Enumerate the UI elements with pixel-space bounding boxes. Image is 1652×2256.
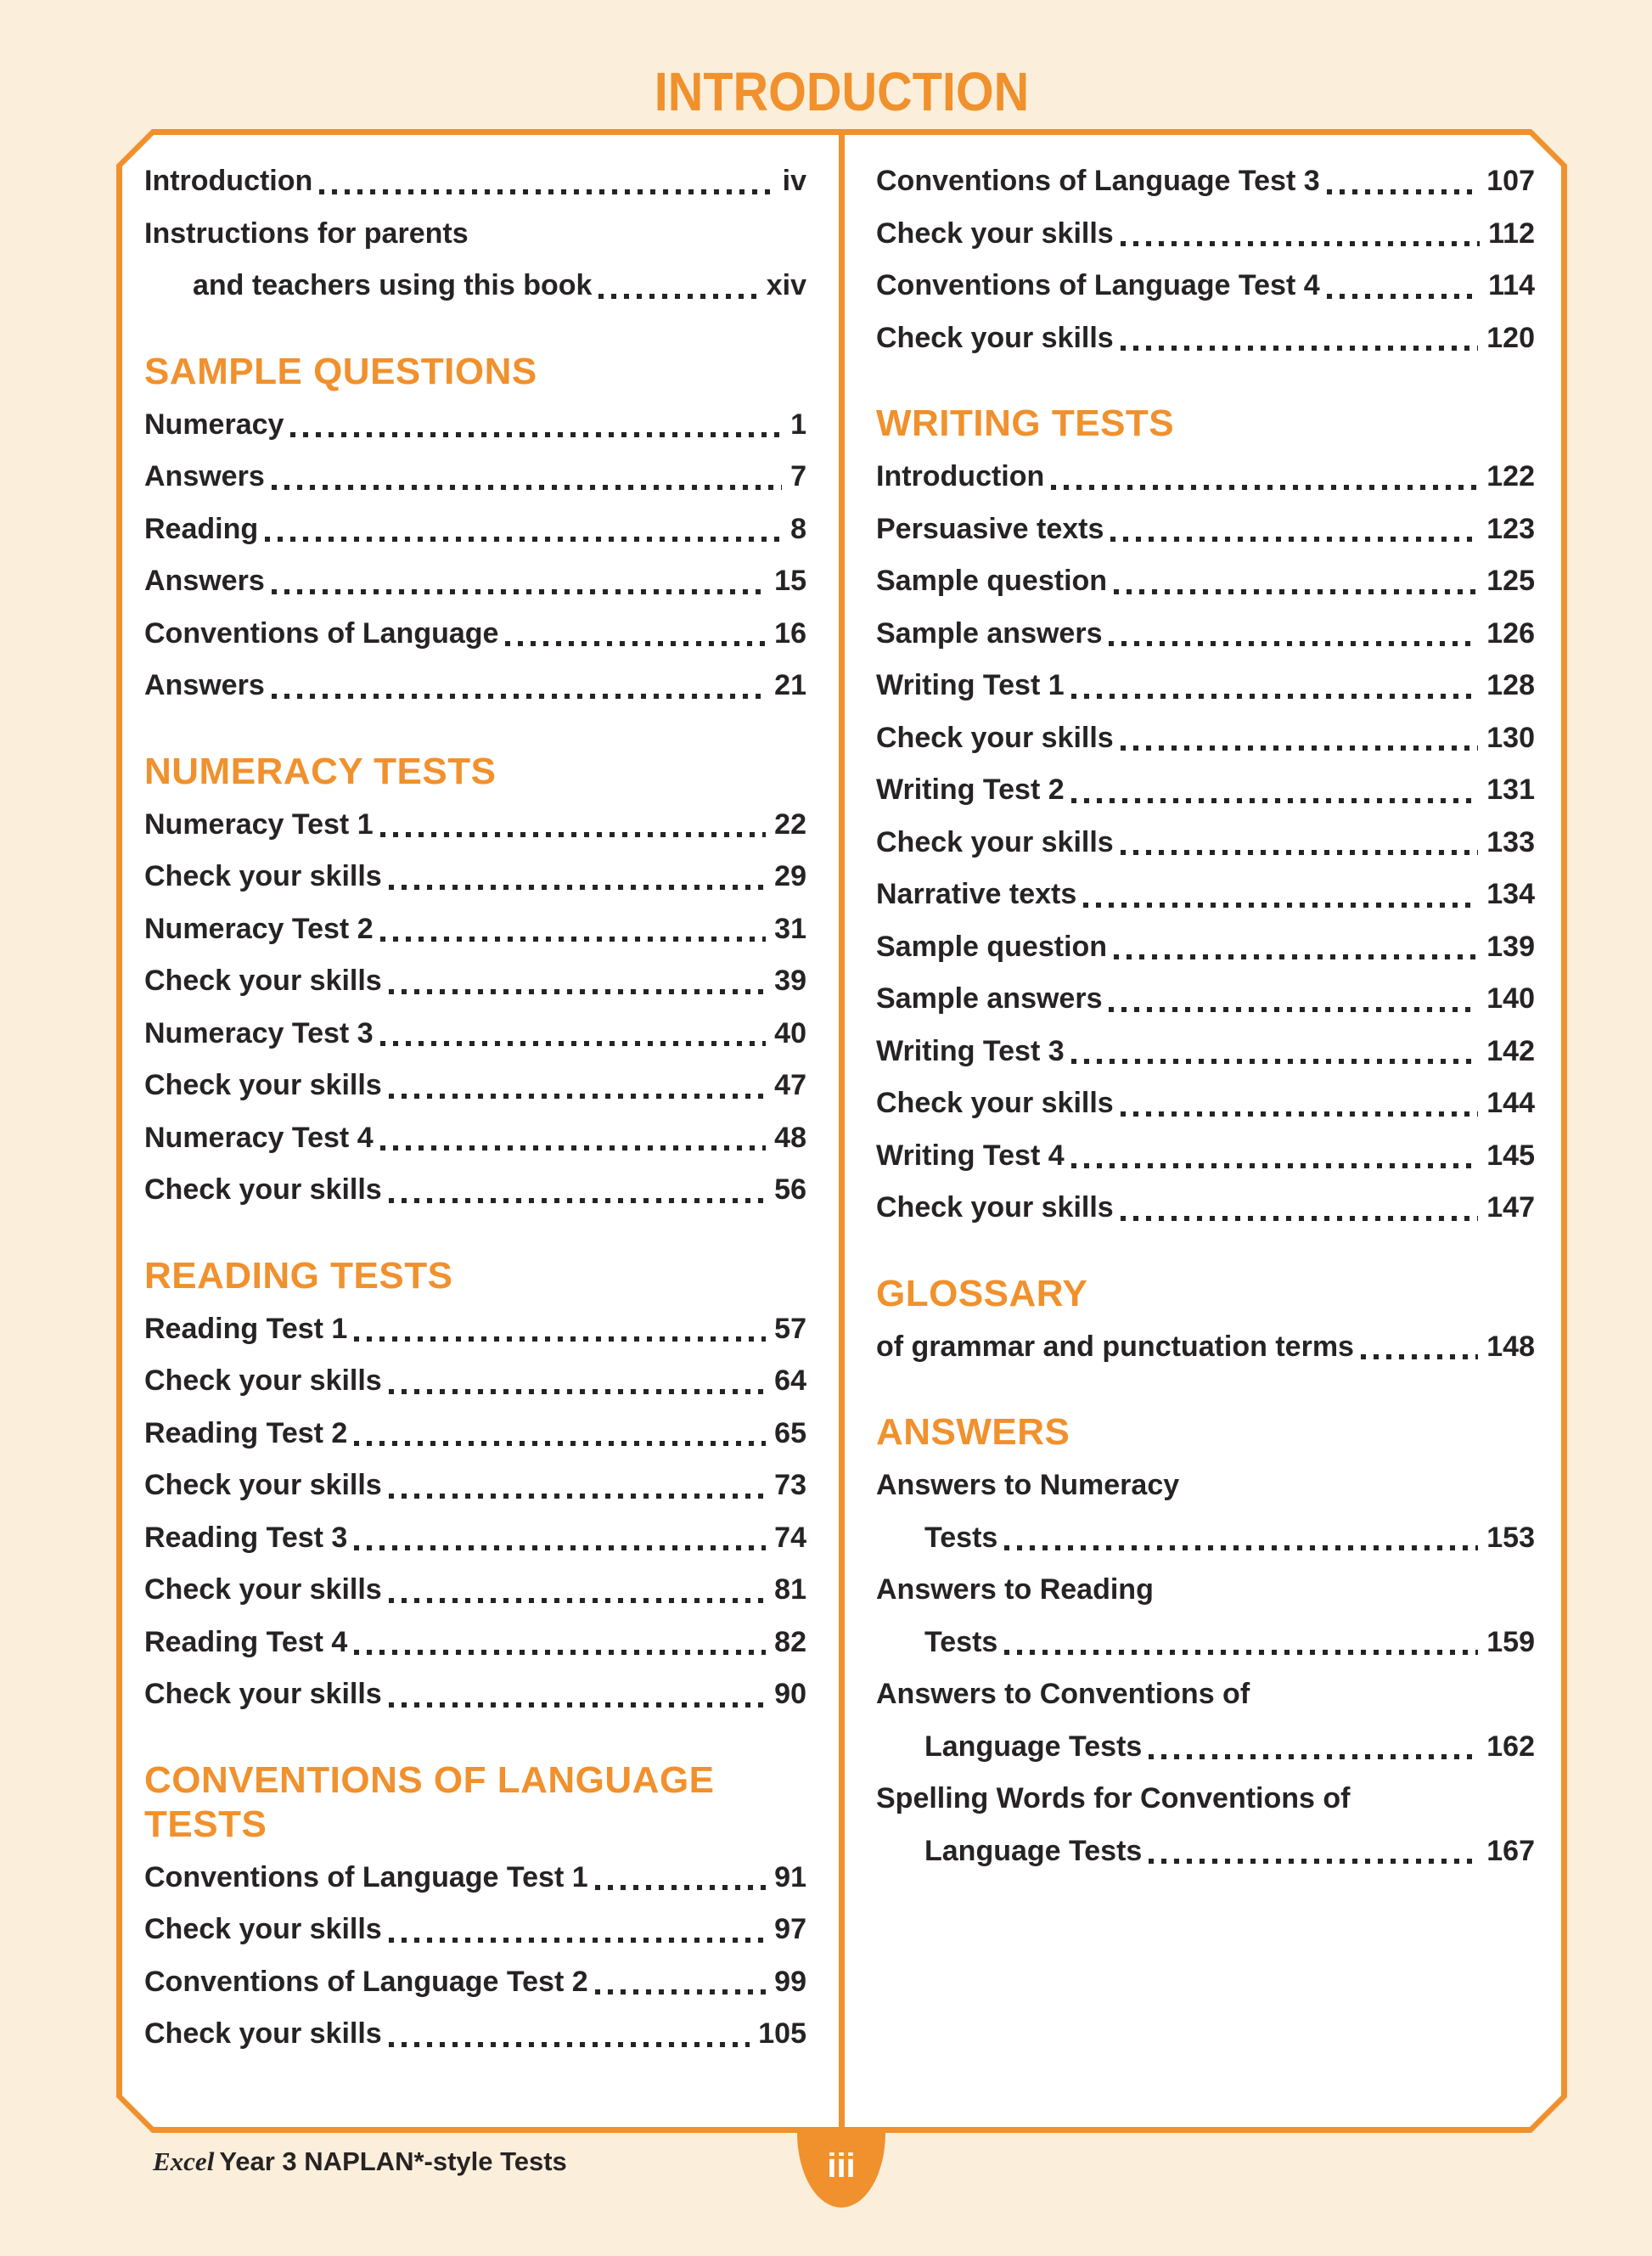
toc-entry-row — [144, 1355, 806, 1408]
dotted-leader — [389, 1389, 766, 1394]
toc-entry-label: Tests — [924, 1625, 998, 1658]
page-number: 153 — [1486, 1521, 1535, 1554]
toc-entry-label: Reading Test 2 — [144, 1416, 348, 1449]
toc-entry-label: Answers to Conventions of — [876, 1678, 1250, 1710]
page-number: 99 — [774, 1965, 806, 1998]
toc-section-heading: READING TESTS — [144, 1254, 453, 1297]
page-number: 114 — [1488, 269, 1535, 301]
toc-entry-label: Conventions of Language Test 4 — [876, 269, 1320, 301]
toc-entry-label: Conventions of Language Test 2 — [144, 1965, 588, 1998]
toc-entry-row — [144, 1956, 806, 2009]
toc-entry-row — [144, 1668, 806, 1721]
dotted-leader — [380, 832, 767, 837]
dotted-leader — [389, 885, 766, 890]
toc-entry-row — [876, 155, 1535, 208]
toc-entry-row — [876, 451, 1535, 504]
toc-entry-row — [144, 660, 806, 712]
toc-section-heading: NUMERACY TESTS — [144, 750, 497, 792]
page-number: 162 — [1486, 1730, 1535, 1763]
page-number-tab — [797, 2133, 885, 2208]
toc-entry-row — [144, 1060, 806, 1112]
dotted-leader — [1004, 1545, 1478, 1550]
toc-entry-row — [876, 208, 1535, 261]
toc-entry-label: Conventions of Language — [144, 616, 499, 650]
toc-entry-row — [144, 1904, 806, 1956]
toc-entry-row — [876, 1617, 1535, 1669]
dotted-leader — [1149, 1859, 1478, 1864]
toc-entry-label: Check your skills — [144, 1069, 382, 1101]
dotted-leader — [272, 485, 782, 490]
dotted-leader — [1004, 1650, 1478, 1655]
page-number: 73 — [774, 1469, 806, 1501]
toc-entry-row — [144, 260, 806, 312]
dotted-leader — [354, 1545, 766, 1550]
toc-entry-label: Check your skills — [876, 721, 1114, 754]
toc-section-heading: CONVENTIONS OF LANGUAGE TESTS — [144, 1758, 715, 1845]
toc-entry-label: Answers — [144, 460, 265, 492]
toc-entry-row — [144, 903, 806, 956]
dotted-leader — [389, 1198, 766, 1203]
toc-entry-row — [876, 1773, 1535, 1826]
dotted-leader — [1121, 346, 1479, 351]
toc-entry-row — [144, 1408, 806, 1460]
dotted-leader — [272, 694, 766, 699]
toc-entry-label: Numeracy Test 2 — [144, 912, 374, 945]
toc-entry-label: Check your skills — [144, 1573, 382, 1606]
toc-entry-row — [876, 312, 1535, 365]
page-number: 144 — [1486, 1087, 1535, 1119]
toc-entry-label: Writing Test 1 — [876, 669, 1065, 701]
page-number: 133 — [1486, 825, 1535, 858]
dotted-leader — [1121, 745, 1479, 751]
page-title: INTRODUCTION — [654, 61, 1030, 122]
page-number: xiv — [766, 269, 806, 301]
toc-entry-row — [144, 1303, 806, 1356]
dotted-leader — [272, 589, 766, 594]
dotted-leader — [380, 937, 767, 942]
toc-entry-row — [144, 1512, 806, 1565]
toc-section-heading: WRITING TESTS — [876, 402, 1175, 444]
dotted-leader — [598, 294, 757, 299]
toc-entry-label: Numeracy Test 1 — [144, 807, 374, 841]
dotted-leader — [319, 189, 773, 194]
toc-section-heading: ANSWERS — [876, 1411, 1070, 1453]
dotted-leader — [1109, 1007, 1478, 1012]
page-number: 107 — [1486, 165, 1535, 197]
page-number: 140 — [1486, 982, 1535, 1015]
toc-entry-row — [144, 799, 806, 852]
column-divider — [839, 129, 845, 2133]
footer-page-number: iii — [827, 2146, 856, 2185]
dotted-leader — [1327, 189, 1479, 194]
page-number: 167 — [1486, 1834, 1535, 1867]
toc-column-left — [144, 155, 806, 2061]
toc-entry-label: Check your skills — [876, 1087, 1114, 1119]
dotted-leader — [389, 1094, 766, 1099]
toc-entry-row — [876, 1077, 1535, 1130]
toc-entry-label: Check your skills — [144, 1913, 382, 1945]
toc-entry-label: Check your skills — [876, 825, 1114, 858]
toc-entry-label: Conventions of Language Test 3 — [876, 165, 1320, 197]
toc-entry-row — [876, 260, 1535, 312]
toc-entry-label: Answers to Numeracy — [876, 1469, 1180, 1501]
page-number: 22 — [774, 807, 806, 841]
dotted-leader — [1071, 1163, 1479, 1168]
toc-entry-label: Numeracy — [144, 408, 284, 441]
toc-entry-row — [876, 1321, 1535, 1374]
toc-entry-label: Sample answers — [876, 616, 1103, 650]
toc-entry-label: Check your skills — [144, 1364, 382, 1397]
toc-entry-row — [876, 1460, 1535, 1512]
toc-entry-label: and teachers using this book — [193, 269, 593, 301]
toc-entry-label: Check your skills — [144, 965, 382, 997]
toc-entry-row — [876, 869, 1535, 921]
toc-entry-label: Answers — [144, 565, 265, 597]
toc-entry-row — [876, 973, 1535, 1026]
toc-entry-row — [144, 208, 806, 261]
toc-entry-label: Reading Test 4 — [144, 1625, 348, 1658]
toc-entry-label: Persuasive texts — [876, 512, 1104, 545]
toc-column-right — [876, 155, 1535, 1877]
toc-entry-row — [144, 1164, 806, 1217]
toc-entry-row — [876, 608, 1535, 661]
page-number: 56 — [774, 1173, 806, 1206]
page-number: 145 — [1486, 1139, 1535, 1172]
toc-entry-row — [144, 1460, 806, 1512]
toc-entry-label: Introduction — [144, 165, 313, 197]
toc-entry-row — [876, 1668, 1535, 1721]
toc-entry-row — [144, 1617, 806, 1669]
dotted-leader — [1051, 485, 1478, 490]
dotted-leader — [389, 1702, 766, 1707]
toc-entry-label: Introduction — [876, 460, 1045, 492]
dotted-leader — [389, 1938, 766, 1943]
page-number: 47 — [774, 1069, 806, 1101]
toc-entry-label: Check your skills — [876, 1191, 1114, 1224]
dotted-leader — [1361, 1354, 1478, 1359]
toc-section-heading: SAMPLE QUESTIONS — [144, 350, 537, 392]
dotted-leader — [1327, 294, 1481, 299]
toc-entry-label: Numeracy Test 4 — [144, 1121, 374, 1154]
dotted-leader — [380, 1041, 767, 1046]
page-number: 125 — [1486, 565, 1535, 597]
toc-entry-label: Answers to Reading — [876, 1573, 1154, 1606]
toc-entry-label: Check your skills — [876, 321, 1114, 354]
toc-entry-label: Reading Test 3 — [144, 1521, 348, 1554]
page-number: 82 — [774, 1625, 806, 1658]
dotted-leader — [1114, 589, 1478, 594]
toc-entry-row — [876, 1512, 1535, 1565]
toc-entry-row — [876, 1564, 1535, 1617]
page-number: 112 — [1488, 217, 1535, 250]
toc-entry-label: Language Tests — [924, 1834, 1143, 1867]
toc-entry-row — [876, 921, 1535, 974]
toc-entry-row — [876, 555, 1535, 608]
toc-entry-row — [144, 851, 806, 903]
page-number: 120 — [1486, 321, 1535, 354]
toc-entry-label: Narrative texts — [876, 878, 1077, 910]
toc-entry-row — [876, 1826, 1535, 1878]
page-number: 126 — [1486, 616, 1535, 650]
page-number: 7 — [790, 460, 806, 492]
toc-entry-row — [876, 712, 1535, 765]
page-number: 147 — [1486, 1191, 1535, 1224]
toc-entry-label: Instructions for parents — [144, 217, 469, 250]
page-number: 148 — [1486, 1330, 1535, 1363]
toc-section-heading: GLOSSARY — [876, 1272, 1088, 1314]
dotted-leader — [290, 432, 782, 437]
dotted-leader — [595, 1885, 767, 1890]
toc-entry-row — [876, 1721, 1535, 1774]
toc-entry-label: Check your skills — [144, 1678, 382, 1710]
toc-entry-row — [144, 555, 806, 608]
toc-entry-row — [144, 1852, 806, 1904]
dotted-leader — [595, 1989, 767, 1994]
page-number: 128 — [1486, 669, 1535, 701]
toc-entry-row — [876, 1130, 1535, 1183]
page-number: 130 — [1486, 721, 1535, 754]
toc-entry-row — [144, 399, 806, 452]
dotted-leader — [1114, 954, 1478, 959]
footer-book-title — [153, 2146, 567, 2177]
toc-entry-label: Check your skills — [144, 1173, 382, 1206]
page-number: 15 — [774, 565, 806, 597]
toc-entry-label: Sample question — [876, 565, 1108, 597]
dotted-leader — [1121, 850, 1479, 855]
toc-entry-label: Writing Test 2 — [876, 774, 1065, 806]
dotted-leader — [265, 537, 782, 542]
page-number: 81 — [774, 1573, 806, 1606]
toc-entry-label: Sample answers — [876, 982, 1103, 1015]
toc-entry-label: Conventions of Language Test 1 — [144, 1860, 588, 1893]
page-number: 91 — [774, 1860, 806, 1893]
page-number: 31 — [774, 912, 806, 945]
page-number: 142 — [1486, 1034, 1535, 1067]
page-number: 8 — [790, 512, 806, 545]
dotted-leader — [1121, 1216, 1479, 1221]
dotted-leader — [389, 989, 766, 994]
page-number: 159 — [1486, 1625, 1535, 1658]
dotted-leader — [380, 1145, 767, 1151]
toc-entry-label: Spelling Words for Conventions of — [876, 1782, 1351, 1814]
page-number: 40 — [774, 1016, 806, 1049]
page-number: 139 — [1486, 930, 1535, 963]
page-number: 29 — [774, 860, 806, 892]
toc-entry-row — [144, 155, 806, 208]
dotted-leader — [1071, 798, 1479, 803]
toc-entry-row — [876, 1182, 1535, 1235]
footer-book-title-rest: Year 3 NAPLAN*-style Tests — [219, 2146, 567, 2176]
toc-entry-label: Writing Test 4 — [876, 1139, 1065, 1172]
page-number: 134 — [1486, 878, 1535, 910]
page-number: 64 — [774, 1364, 806, 1397]
toc-entry-row — [876, 504, 1535, 556]
dotted-leader — [1071, 1059, 1479, 1064]
dotted-leader — [1083, 903, 1478, 908]
dotted-leader — [389, 1494, 766, 1499]
dotted-leader — [354, 1650, 766, 1655]
dotted-leader — [1109, 641, 1478, 646]
toc-entry-label: Tests — [924, 1521, 998, 1554]
page-number: 57 — [774, 1312, 806, 1345]
toc-entry-label: Numeracy Test 3 — [144, 1016, 374, 1049]
toc-entry-label: of grammar and punctuation terms — [876, 1330, 1354, 1363]
toc-entry-label: Language Tests — [924, 1730, 1143, 1763]
page-number: 131 — [1486, 774, 1535, 806]
toc-entry-row — [144, 451, 806, 504]
page-number: iv — [782, 165, 806, 197]
toc-entry-row — [876, 660, 1535, 712]
dotted-leader — [354, 1336, 766, 1342]
toc-entry-label: Reading — [144, 512, 259, 545]
toc-entry-label: Check your skills — [144, 860, 382, 892]
toc-entry-label: Answers — [144, 669, 265, 701]
page-number: 21 — [774, 669, 806, 701]
dotted-leader — [354, 1441, 766, 1446]
toc-entry-row — [876, 817, 1535, 869]
page-number: 16 — [774, 616, 806, 650]
page-number: 90 — [774, 1678, 806, 1710]
toc-entry-row — [144, 1564, 806, 1617]
page-number: 39 — [774, 965, 806, 997]
page-number: 65 — [774, 1416, 806, 1449]
dotted-leader — [505, 641, 766, 646]
toc-entry-row — [144, 955, 806, 1008]
toc-entry-row — [144, 2008, 806, 2061]
dotted-leader — [1121, 1111, 1479, 1117]
toc-entry-row — [876, 1026, 1535, 1078]
page-number: 105 — [758, 2017, 806, 2050]
toc-entry-label: Check your skills — [876, 217, 1114, 250]
dotted-leader — [1110, 537, 1478, 542]
page-number: 48 — [774, 1121, 806, 1154]
dotted-leader — [389, 2042, 750, 2047]
toc-entry-label: Reading Test 1 — [144, 1312, 348, 1345]
page-number: 122 — [1486, 460, 1535, 492]
page-number: 97 — [774, 1913, 806, 1945]
toc-entry-label: Writing Test 3 — [876, 1034, 1065, 1067]
toc-entry-row — [876, 764, 1535, 817]
dotted-leader — [1071, 694, 1479, 699]
toc-entry-row — [144, 608, 806, 661]
dotted-leader — [1149, 1754, 1478, 1759]
toc-entry-row — [144, 1008, 806, 1060]
page-number: 123 — [1486, 512, 1535, 545]
dotted-leader — [389, 1598, 766, 1603]
toc-entry-label: Check your skills — [144, 1469, 382, 1501]
toc-entry-label: Sample question — [876, 930, 1108, 963]
footer-book-series: Excel — [153, 2146, 215, 2176]
page-number: 74 — [774, 1521, 806, 1554]
toc-entry-row — [144, 1112, 806, 1165]
dotted-leader — [1121, 241, 1480, 246]
page-number: 1 — [790, 408, 806, 441]
toc-entry-label: Check your skills — [144, 2017, 382, 2050]
toc-entry-row — [144, 504, 806, 556]
